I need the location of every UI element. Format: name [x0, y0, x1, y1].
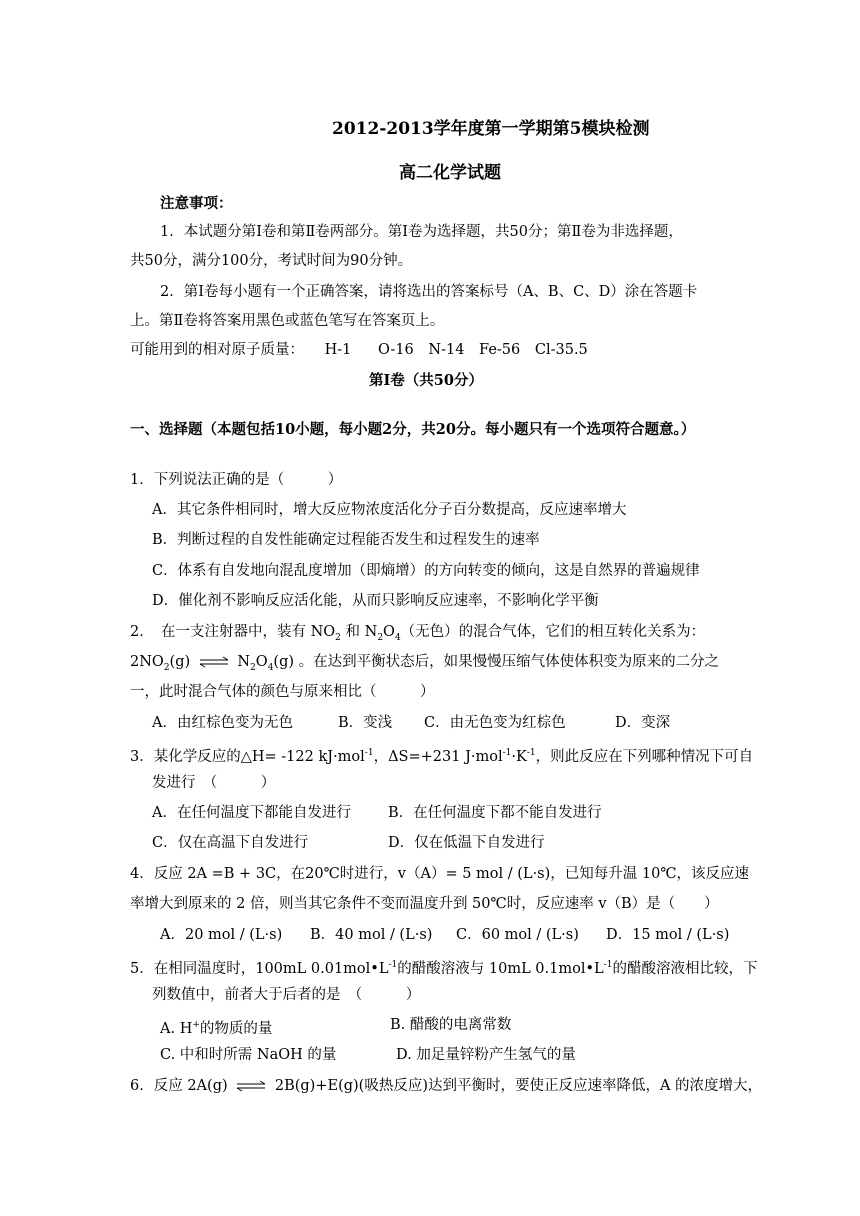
q5-options-row1	[160, 1015, 760, 1039]
q5-option-d: D. 加足量锌粉产生氢气的量	[396, 1047, 576, 1063]
atomic-mass-n: N-14	[428, 342, 465, 358]
q3-options-row2	[152, 833, 752, 853]
q5-option-a	[160, 1021, 272, 1037]
q1-stem: 1．下列说法正确的是（ ）	[130, 472, 343, 488]
atomic-mass-cl: Cl-35.5	[534, 342, 588, 358]
q6-text: 2B(g)+E(g)(吸热反应)达到平衡时，要使正反应速率降低，A 的浓度增大，	[274, 1078, 763, 1094]
q6-text: 6．反应 2A(g)	[130, 1078, 228, 1094]
q3-stem-line2: 发进行 （ ）	[152, 775, 276, 791]
q3-option-d: D．仅在低温下自发进行	[388, 835, 545, 851]
equation-text: (g)	[273, 654, 295, 670]
superscript: +	[192, 1020, 200, 1030]
q4-option-d: D．15 mol / (L·s)	[606, 927, 730, 943]
q2-text: 和 N	[340, 624, 378, 640]
section1-heading: 一、选择题（本题包括10小题，每小题2分，共20分。每小题只有一个选项符合题意。）	[130, 421, 696, 438]
q5-stem-line1	[130, 955, 758, 979]
q2-text: （无色）的混合气体，它们的相互转化关系为：	[400, 624, 706, 640]
q4-option-a: A．20 mol / (L·s)	[160, 927, 283, 943]
q1-option-a: A．其它条件相同时，增大反应物浓度活化分子百分数提高，反应速率增大	[152, 502, 627, 518]
q1-option-b: B．判断过程的自发性能确定过程能否发生和过程发生的速率	[152, 532, 540, 548]
q5-text: 的醋酸溶液与 10mL 0.1mol•L	[397, 960, 604, 977]
equilibrium-arrow-icon	[199, 656, 229, 668]
equation-text: (g)	[169, 654, 191, 670]
q2-text: 。在达到平衡状态后，如果慢慢压缩气体使体积变为原来的二分之	[298, 654, 720, 670]
q2-option-c: C．由无色变为红棕色	[424, 715, 566, 731]
q5-option-b: B. 醋酸的电离常数	[390, 1017, 512, 1033]
equation-text: 2NO	[130, 654, 164, 670]
q2-text: 2． 在一支注射器中，装有 NO	[130, 624, 336, 640]
q3-option-c: C．仅在高温下自发进行	[152, 835, 309, 851]
atomic-mass-fe: Fe-56	[479, 342, 521, 358]
notice-heading: 注意事项：	[160, 195, 233, 212]
q3-options-row1	[152, 803, 752, 823]
q5-option-a-text: 的物质的量	[199, 1020, 273, 1037]
q3-text: 3．某化学反应的△H= -122 kJ·mol	[130, 748, 365, 765]
q4-options	[160, 925, 760, 945]
q3-text: ，ΔS=+231 J·mol	[373, 748, 503, 765]
q2-option-d: D．变深	[615, 715, 671, 731]
subscript: 2	[377, 632, 384, 643]
exam-subtitle: 高二化学试题	[399, 163, 501, 183]
part1-title: 第Ⅰ卷（共50分）	[369, 372, 483, 389]
q3-option-a: A．在任何温度下都能自发进行	[152, 805, 351, 821]
q5-text: 的醋酸溶液相比较，下	[612, 960, 758, 977]
equation-text: O	[255, 654, 268, 670]
q4-option-c: C．60 mol / (L·s)	[456, 927, 579, 943]
q2-text: O	[383, 624, 395, 640]
notice-item1-line1: 1．本试题分第Ⅰ卷和第Ⅱ卷两部分。第Ⅰ卷为选择题，共50分；第Ⅱ卷为非选择题，	[160, 224, 683, 240]
q3-text: ·K	[511, 748, 527, 765]
atomic-mass-line	[130, 340, 730, 360]
subscript: 2	[250, 662, 256, 673]
subscript: 4	[394, 632, 401, 643]
q2-stem-line1	[130, 622, 730, 648]
q5-text: 5．在相同温度时，100mL 0.01mol•L	[130, 960, 389, 977]
superscript: -1	[603, 960, 613, 970]
atomic-mass-label: 可能用到的相对原子质量：	[130, 342, 304, 358]
exam-title: 2012-2013学年度第一学期第5模块检测	[332, 119, 650, 139]
superscript: -1	[364, 748, 374, 758]
q5-option-c: C. 中和时所需 NaOH 的量	[160, 1047, 337, 1063]
notice-item2-line1: 2．第Ⅰ卷每小题有一个正确答案，请将选出的答案标号（A、B、C、D）涂在答题卡	[160, 284, 698, 300]
equilibrium-arrow-icon	[236, 1080, 266, 1092]
q1-option-d: D．催化剂不影响反应活化能，从而只影响反应速率，不影响化学平衡	[152, 593, 599, 609]
q3-text: ，则此反应在下列哪种情况下可自	[535, 748, 754, 765]
q2-stem-line2	[130, 652, 730, 678]
subscript: 2	[335, 632, 341, 643]
q5-option-a-text: A. H	[160, 1020, 193, 1037]
q2-option-b: B．变浅	[338, 715, 393, 731]
q2-stem-line3: 一，此时混合气体的颜色与原来相比（ ）	[130, 684, 435, 700]
subscript: 4	[267, 662, 274, 673]
q1-option-c: C．体系有自发地向混乱度增加（即熵增）的方向转变的倾向，这是自然界的普遍规律	[152, 563, 700, 579]
superscript: -1	[388, 960, 398, 970]
equation-text: N	[237, 654, 251, 670]
q4-stem-line1: 4．反应 2A =B + 3C，在20℃时进行，v（A）= 5 mol / (L·s)，已知每升温 10℃，该反应速	[130, 866, 750, 882]
q6-stem-line1	[130, 1076, 763, 1096]
subscript: 2	[163, 662, 170, 673]
superscript: -1	[502, 748, 512, 758]
q3-stem-line1	[130, 743, 754, 767]
q4-option-b: B．40 mol / (L·s)	[310, 927, 433, 943]
q3-option-b: B．在任何温度下都不能自发进行	[388, 805, 602, 821]
q2-options	[152, 713, 752, 733]
q5-stem-line2: 列数值中，前者大于后者的是 （ ）	[152, 987, 421, 1003]
notice-item1-line2: 共50分，满分100分，考试时间为90分钟。	[130, 253, 413, 269]
q2-option-a: A．由红棕色变为无色	[152, 715, 293, 731]
atomic-mass-o: O-16	[378, 342, 414, 358]
q5-options-row2	[160, 1045, 760, 1065]
superscript: -1	[526, 748, 536, 758]
atomic-mass-h: H-1	[324, 342, 352, 358]
q4-stem-line2: 率增大到原来的 2 倍，则当其它条件不变而温度升到 50℃时，反应速率 v（B）是（ ）	[130, 896, 719, 912]
notice-item2-line2: 上。第Ⅱ卷将答案用黑色或蓝色笔写在答案页上。	[130, 313, 445, 329]
